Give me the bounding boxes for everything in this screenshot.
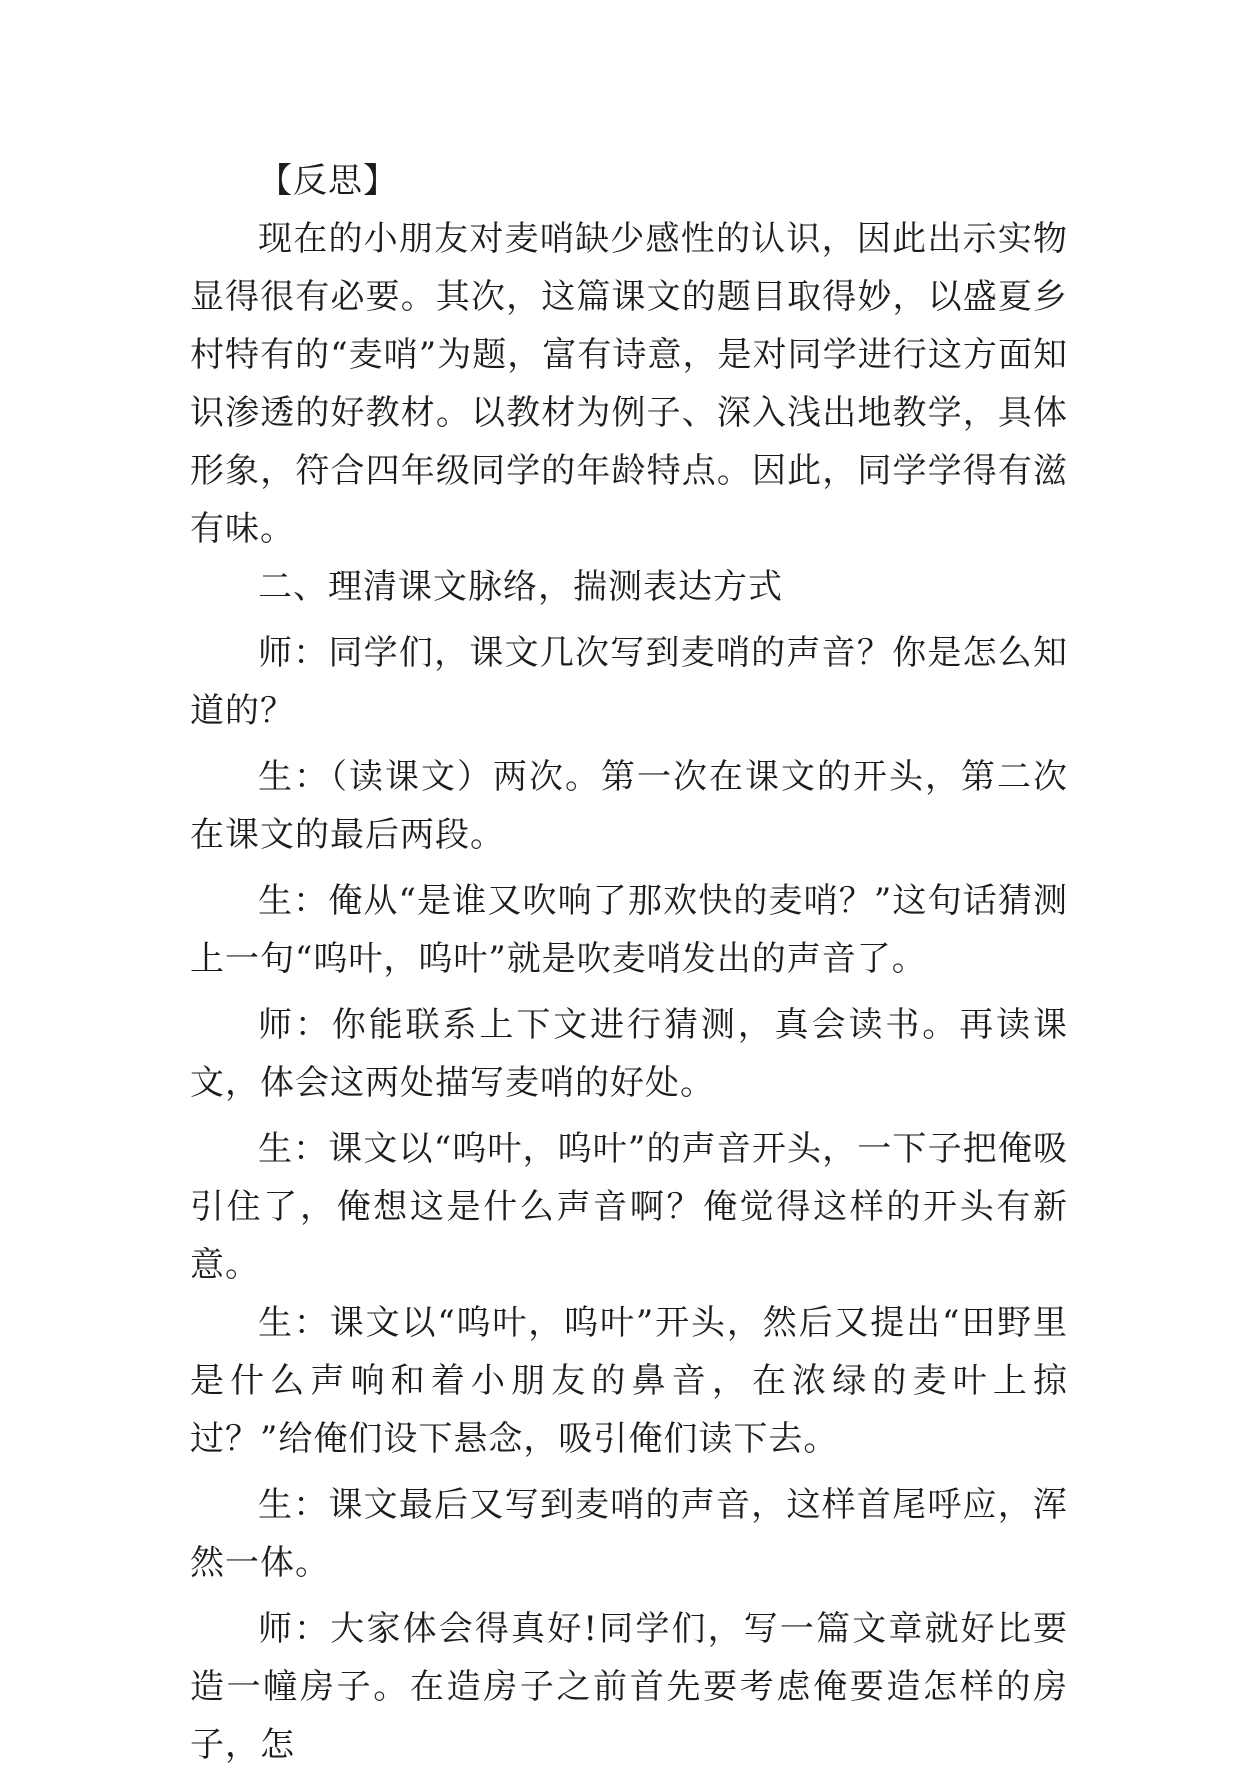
document-body [190,152,1068,1774]
paragraph-student-3: 生：课文以“呜叶，呜叶”的声音开头，一下子把俺吸引住了，俺想这是什么声音啊？俺觉得这样的开头有新意。 [190,1129,1068,1285]
paragraph-teacher-2: 师：你能联系上下文进行猜测，真会读书。再读课文，体会这两处描写麦哨的好处。 [190,1005,1068,1103]
section-heading-two: 二、理清课文脉络，揣测表达方式 [258,567,783,607]
paragraph-student-4: 生：课文以“呜叶，呜叶”开头，然后又提出“田野里是什么声响和着小朋友的鼻音，在浓绿的麦叶上掠过？”给俺们设下悬念，吸引俺们读下去。 [190,1303,1068,1459]
section-heading-reflection: 【反思】 [258,161,398,201]
paragraph-student-2: 生：俺从“是谁又吹响了那欢快的麦哨？”这句话猜测上一句“呜叶，呜叶”就是吹麦哨发出的声音了。 [190,881,1068,979]
paragraph-student-5: 生：课文最后又写到麦哨的声音，这样首尾呼应，浑然一体。 [190,1485,1068,1583]
paragraph-student-1: 生：（读课文）两次。第一次在课文的开头，第二次在课文的最后两段。 [190,757,1068,855]
paragraph-reflection: 现在的小朋友对麦哨缺少感性的认识，因此出示实物显得很有必要。其次，这篇课文的题目取得妙，以盛夏乡村特有的“麦哨”为题，富有诗意，是对同学进行这方面知识渗透的好教材。以教材为例子、深入浅出地教学，具体形象，符合四年级同学的年龄特点。因此，同学学得有滋有味。 [190,219,1068,549]
paragraph-teacher-1: 师：同学们，课文几次写到麦哨的声音？你是怎么知道的？ [190,633,1068,731]
paragraph-teacher-3: 师：大家体会得真好!同学们，写一篇文章就好比要造一幢房子。在造房子之前首先要考虑俺要造怎样的房子，怎 [190,1609,1068,1765]
